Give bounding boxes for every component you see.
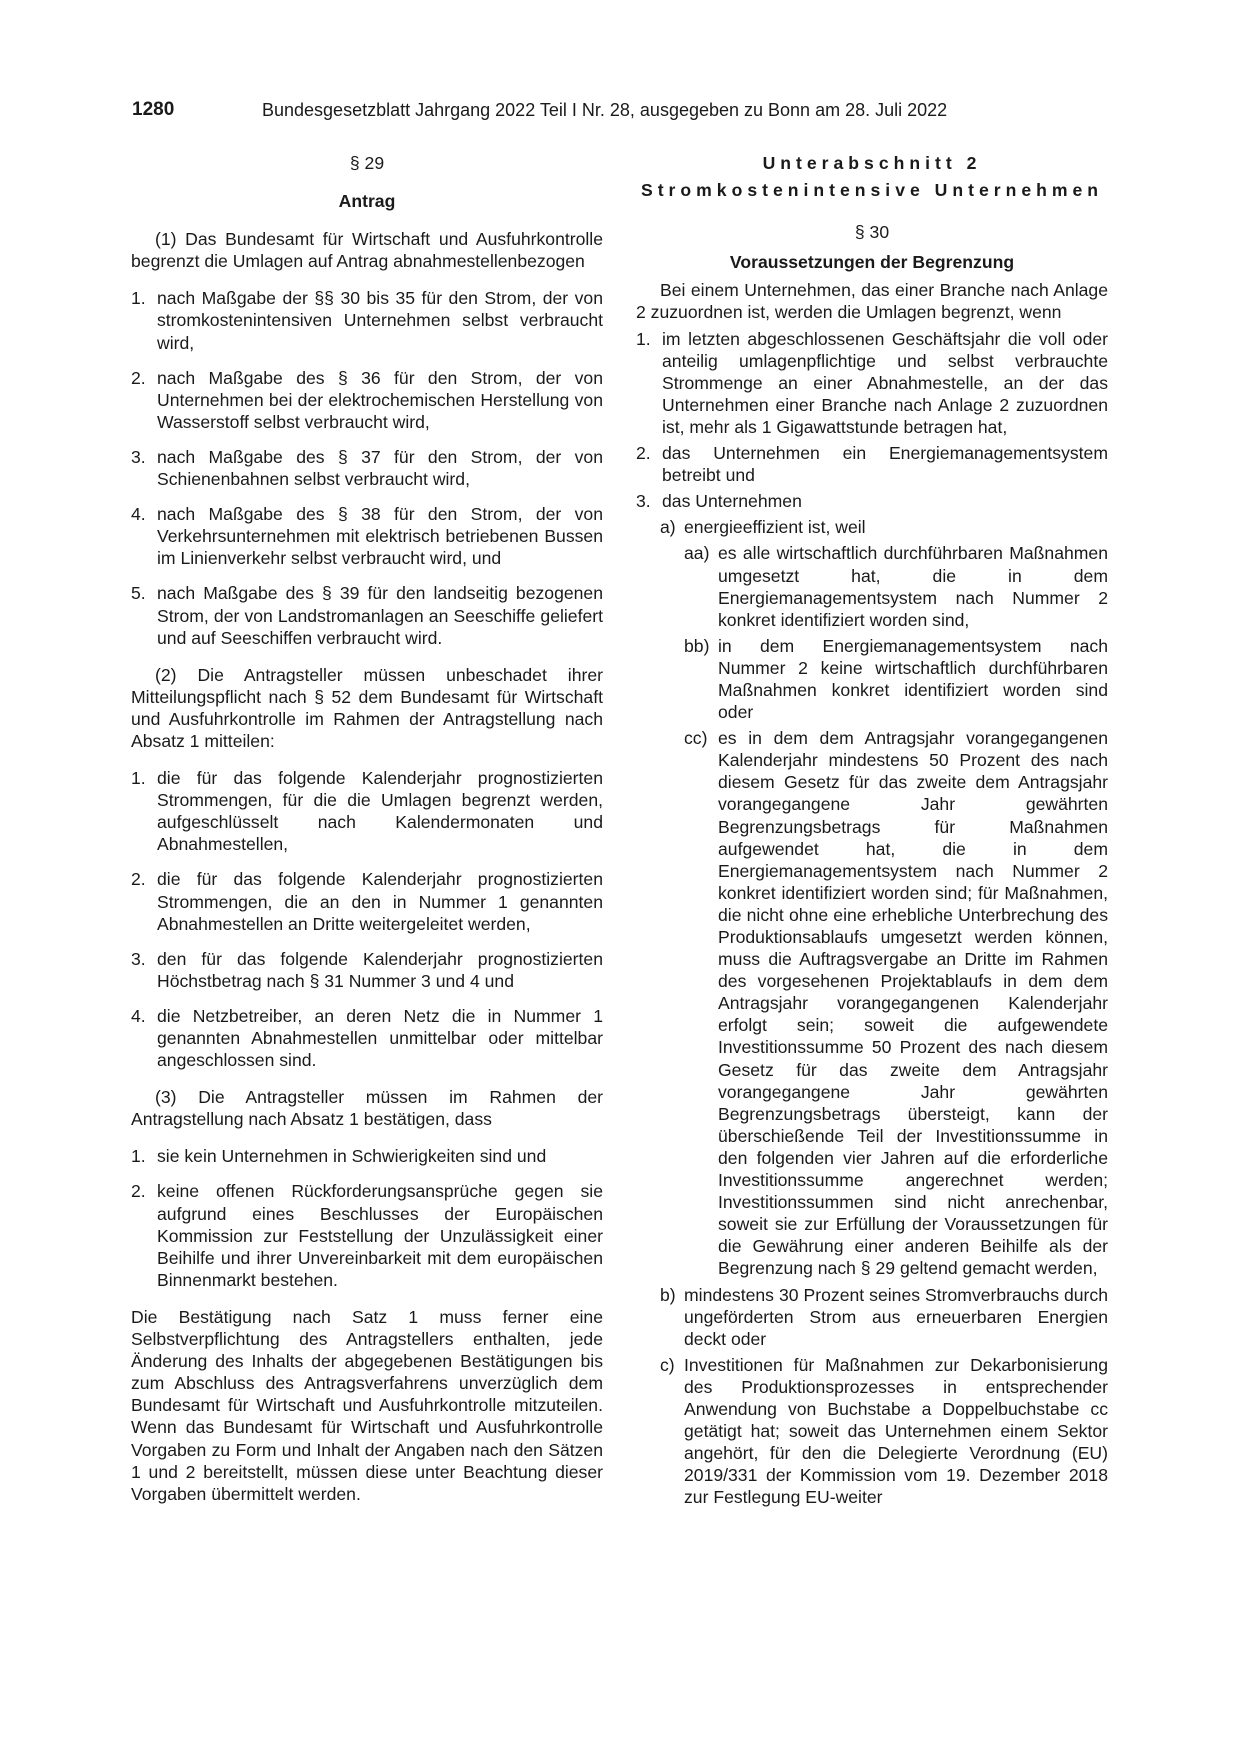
section-number: § 30: [854, 222, 890, 243]
right-column: [636, 152, 1108, 1508]
list-item: 1. im letzten abgeschlossenen Geschäftsjahr die voll oder anteilig umlagenpflichtige und selbst verbrauchte Strommenge an einer Abnahmestelle, an der das Unternehmen einer Branche nach Anlage 2 zuzuordnen ist, mehr als 1 Gigawattstunde betragen hat,: [636, 328, 1108, 437]
list-item: 5. nach Maßgabe des § 39 für den landseitig bezogenen Strom, der von Landstromanlagen an Seeschiffe geliefert und auf Seeschiffen verbraucht wird.: [131, 583, 603, 648]
page-header: [132, 99, 1112, 129]
list-item: 1. sie kein Unternehmen in Schwierigkeiten sind und: [131, 1146, 547, 1167]
list-item: 3. das Unternehmen: [636, 491, 802, 512]
subsection-title: Stromkostenintensive Unternehmen: [640, 180, 1104, 201]
list-item: 2. die für das folgende Kalenderjahr prognostizierten Strommengen, die an den in Nummer 1 genannten Abnahmestellen an Dritte weitergeleitet werden,: [131, 869, 603, 934]
section-number: § 29: [349, 153, 385, 173]
paragraph-1-intro: (1) Das Bundesamt für Wirtschaft und Ausfuhrkontrolle begrenzt die Umlagen auf Antrag abnahmestellenbezogen: [131, 229, 603, 272]
running-title: Bundesgesetzblatt Jahrgang 2022 Teil I Nr. 28, ausgegeben zu Bonn am 28. Juli 2022: [262, 100, 948, 120]
section-intro: Bei einem Unternehmen, das einer Branche nach Anlage 2 zuzuordnen ist, werden die Umlagen begrenzt, wenn: [636, 280, 1108, 323]
paragraph-3-closing: Die Bestätigung nach Satz 1 muss ferner eine Selbstverpflichtung des Antragstellers enthalten, jede Änderung des Inhalts der abgegebenen Bestätigungen bis zum Abschluss des Antragsverfahrens unverzüglich dem Bundesamt für Wirtschaft und Ausfuhrkontrolle mitzuteilen. Wenn das Bundesamt für Wirtschaft und Ausfuhrkontrolle Vorgaben zu Form und Inhalt der Angaben nach den Sätzen 1 und 2 bereitstellt, müssen diese unter Beachtung dieser Vorgaben übermittelt werden.: [131, 1306, 603, 1504]
subsection-label: Unterabschnitt 2: [762, 153, 982, 173]
list-item: 4. nach Maßgabe des § 38 für den Strom, der von Verkehrsunternehmen mit elektrisch betriebenen Bussen im Linienverkehr selbst verbraucht wird, und: [131, 504, 603, 569]
left-column: [131, 152, 603, 1505]
list-item: a) energieeffizient ist, weil: [660, 517, 866, 538]
paragraph-2-intro: (2) Die Antragsteller müssen unbeschadet ihrer Mitteilungspflicht nach § 52 dem Bundesamt für Wirtschaft und Ausfuhrkontrolle im Rahmen der Antragstellung nach Absatz 1 mitteilen:: [131, 664, 603, 751]
list-item: cc) es in dem dem Antragsjahr vorangegangenen Kalenderjahr mindestens 50 Prozent des nach diesem Gesetz für das zweite dem Antragsjahr vorangegangene Jahr gewährten Begrenzungsbetrags für Maßnahmen aufgewendet hat, die in dem Energiemanagementsystem nach Nummer 2 konkret identifiziert worden sind; für Maßnahmen, die nicht ohne eine erhebliche Unterbrechung des Produktionsablaufs umgesetzt werden können, muss die Auftragsvergabe an Dritte im Rahmen des vorgesehenen Projektablaufs in dem dem Antragsjahr vorangegangenen Kalenderjahr erfolgt sein; soweit die aufgewendete Investitionssumme 50 Prozent des nach diesem Gesetz für das zweite dem Antragsjahr vorangegangene Jahr gewährten Begrenzungsbetrags übersteigt, kann der überschießende Teil der Investitionssumme in den folgenden vier Jahren auf die erforderliche Investitionssumme angerechnet werden; Investitionssummen sind nicht anrechenbar, soweit sie zur Erfüllung der Voraussetzungen für die Gewährung einer anderen Beihilfe als der Begrenzung nach § 29 geltend gemacht werden,: [684, 728, 1108, 1279]
list-item: b) mindestens 30 Prozent seines Stromverbrauchs durch ungeförderten Strom aus erneuerbaren Energien deckt oder: [660, 1284, 1108, 1349]
list-item: 2. keine offenen Rückforderungsansprüche gegen sie aufgrund eines Beschlusses der Europäischen Kommission zur Feststellung der Unzulässigkeit einer Beihilfe und ihrer Unvereinbarkeit mit dem europäischen Binnenmarkt bestehen.: [131, 1181, 603, 1290]
section-title: Antrag: [338, 191, 396, 212]
list-item: 1. nach Maßgabe der §§ 30 bis 35 für den Strom, der von stromkostenintensiven Unternehmen selbst verbraucht wird,: [131, 288, 603, 353]
list-item: bb) in dem Energiemanagementsystem nach Nummer 2 keine wirtschaftlich durchführbaren Maßnahmen konkret identifiziert worden sind oder: [684, 635, 1108, 723]
list-item: 3. den für das folgende Kalenderjahr prognostizierten Höchstbetrag nach § 31 Nummer 3 und 4 und: [131, 948, 603, 991]
list-item: 1. die für das folgende Kalenderjahr prognostizierten Strommengen, für die die Umlagen begrenzt werden, aufgeschlüsselt nach Kalendermonaten und Abnahmestellen,: [131, 768, 603, 855]
paragraph-3-intro: (3) Die Antragsteller müssen im Rahmen der Antragstellung nach Absatz 1 bestätigen, dass: [131, 1087, 603, 1130]
list-item: 2. nach Maßgabe des § 36 für den Strom, der von Unternehmen bei der elektrochemischen Herstellung von Wasserstoff selbst verbraucht wird,: [131, 367, 603, 432]
section-title: Voraussetzungen der Begrenzung: [729, 252, 1015, 273]
list-item: aa) es alle wirtschaftlich durchführbaren Maßnahmen umgesetzt hat, die in dem Energiemanagementsystem nach Nummer 2 konkret identifiziert worden sind,: [684, 543, 1108, 630]
page-number: 1280: [132, 99, 175, 120]
list-item: 2. das Unternehmen ein Energiemanagementsystem betreibt und: [636, 443, 1108, 486]
list-item: 4. die Netzbetreiber, an deren Netz die in Nummer 1 genannten Abnahmestellen unmittelbar oder mittelbar angeschlossen sind.: [131, 1005, 603, 1071]
list-item: c) Investitionen für Maßnahmen zur Dekarbonisierung des Produktionsprozesses in entsprechender Anwendung von Buchstabe a Doppelbuchstabe cc getätigt hat; soweit das Unternehmen einem Sektor angehört, für den die Delegierte Verordnung (EU) 2019/331 der Kommission vom 19. Dezember 2018 zur Festlegung EU-weiter: [660, 1354, 1108, 1508]
list-item: 3. nach Maßgabe des § 37 für den Strom, der von Schienenbahnen selbst verbraucht wird,: [131, 446, 603, 490]
